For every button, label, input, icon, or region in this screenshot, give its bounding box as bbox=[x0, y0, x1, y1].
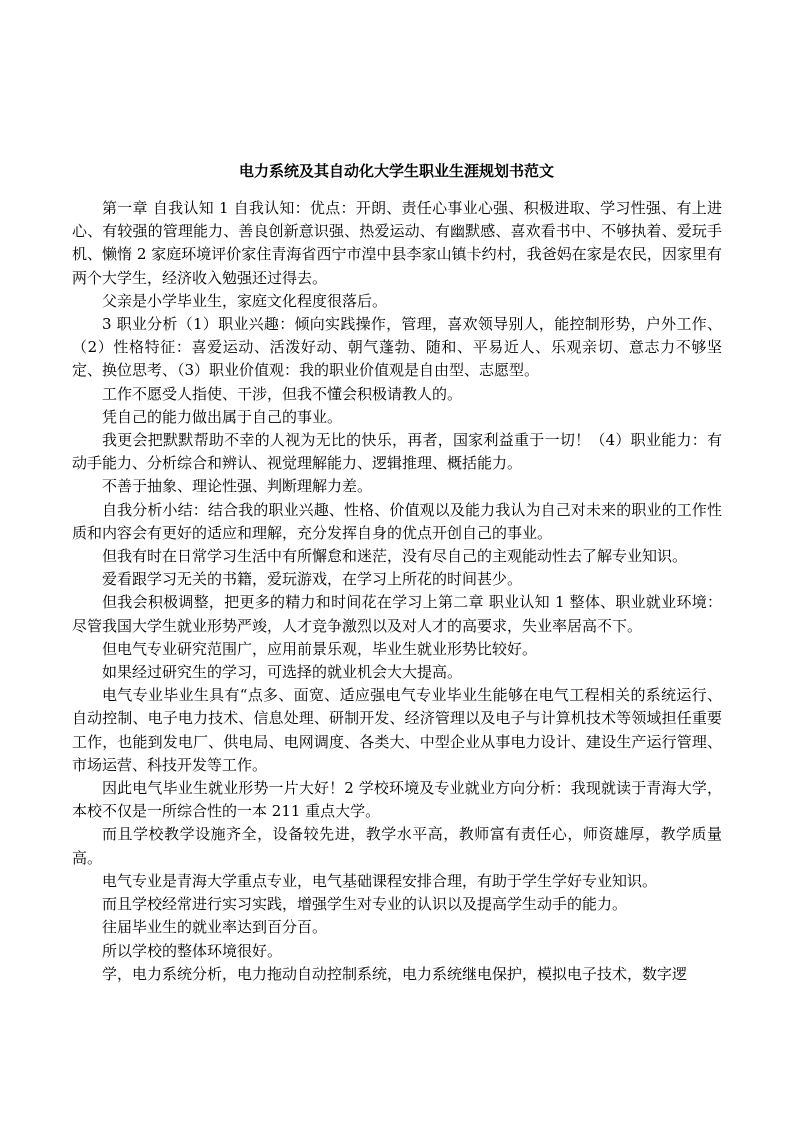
paragraph: 但我有时在日常学习生活中有所懈怠和迷茫，没有尽自己的主观能动性去了解专业知识。 bbox=[102, 547, 688, 566]
paragraph: 往届毕业生的就业率达到百分百。 bbox=[102, 918, 328, 937]
paragraph: 而且学校经常进行实习实践，增强学生对专业的认识以及提高学生动手的能力。 bbox=[102, 895, 628, 914]
paragraph: 但我会积极调整，把更多的精力和时间花在学习上第二章 职业认知 1 整体、职业就业环境：尽管我国大学生就业形势严竣，人才竞争激烈以及对人才的高要求，失业率居高不下。 bbox=[72, 593, 722, 635]
paragraph: 如果经过研究生的学习，可选择的就业机会大大提高。 bbox=[102, 663, 463, 682]
paragraph: 自我分析小结：结合我的职业兴趣、性格、价值观以及能力我认为自己对未来的职业的工作性质和内容会有更好的适应和理解，充分发挥自身的优点开创自己的事业。 bbox=[72, 500, 722, 542]
paragraph: 父亲是小学毕业生，家庭文化程度很落后。 bbox=[102, 291, 388, 310]
paragraph: 爱看跟学习无关的书籍，爱玩游戏，在学习上所花的时间甚少。 bbox=[102, 570, 523, 589]
paragraph: 电气专业毕业生具有“点多、面宽、适应强电气专业毕业生能够在电气工程相关的系统运行、自动控制、电子电力技术、信息处理、研制开发、经济管理以及电子与计算机技术等领域担任重要工作，也能到发电厂、供电局、电网调度、各类大、中型企业从事电力设计、建设生产运行管理、市场运营、科技开发等工作。 bbox=[72, 686, 722, 774]
paragraph: 不善于抽象、理论性强、判断理解力差。 bbox=[102, 477, 373, 496]
paragraph: 3 职业分析（1）职业兴趣：倾向实践操作，管理，喜欢领导别人，能控制形势，户外工作、（2）性格特征：喜爱运动、活泼好动、朝气蓬勃、随和、平易近人、乐观亲切、意志力不够坚定、换位思考、（3）职业价值观：我的职业价值观是自由型、志愿型。 bbox=[72, 315, 722, 380]
paragraph: 凭自己的能力做出属于自己的事业。 bbox=[102, 407, 343, 426]
paragraph: 第一章 自我认知 1 自我认知：优点：开朗、责任心事业心强、积极进取、学习性强、有上进心、有较强的管理能力、善良创新意识强、热爱运动、有幽默感、喜欢看书中、不够执着、爱玩手机、懒惰 2 家庭环境评价家住青海省西宁市湟中县李家山镇卡约村，我爸妈在家是农民，因家里有两个大学生，经济收入勉强还过得去。 bbox=[72, 199, 722, 287]
paragraph: 但电气专业研究范围广，应用前景乐观，毕业生就业形势比较好。 bbox=[102, 639, 538, 658]
document-title: 电力系统及其自动化大学生职业生涯规划书范文 bbox=[238, 162, 554, 180]
paragraph: 工作不愿受人指使、干涉，但我不懂会积极请教人的。 bbox=[102, 384, 463, 403]
paragraph: 而且学校教学设施齐全，设备较先进，教学水平高，教师富有责任心，师资雄厚，教学质量高。 bbox=[72, 825, 722, 867]
paragraph: 电气专业是青海大学重点专业，电气基础课程安排合理，有助于学生学好专业知识。 bbox=[102, 871, 658, 890]
document-body bbox=[72, 197, 722, 986]
paragraph: 因此电气毕业生就业形势一片大好！2 学校环境及专业就业方向分析：我现就读于青海大学，本校不仅是一所综合性的一本 211 重点大学。 bbox=[72, 779, 722, 821]
paragraph: 所以学校的整体环境很好。 bbox=[102, 941, 283, 960]
paragraph: 我更会把默默帮助不幸的人视为无比的快乐，再者，国家利益重于一切！（4）职业能力：有动手能力、分析综合和辨认、视觉理解能力、逻辑推理、概括能力。 bbox=[72, 431, 722, 473]
paragraph: 学，电力系统分析，电力拖动自动控制系统，电力系统继电保护，模拟电子技术，数字逻 bbox=[102, 964, 688, 983]
